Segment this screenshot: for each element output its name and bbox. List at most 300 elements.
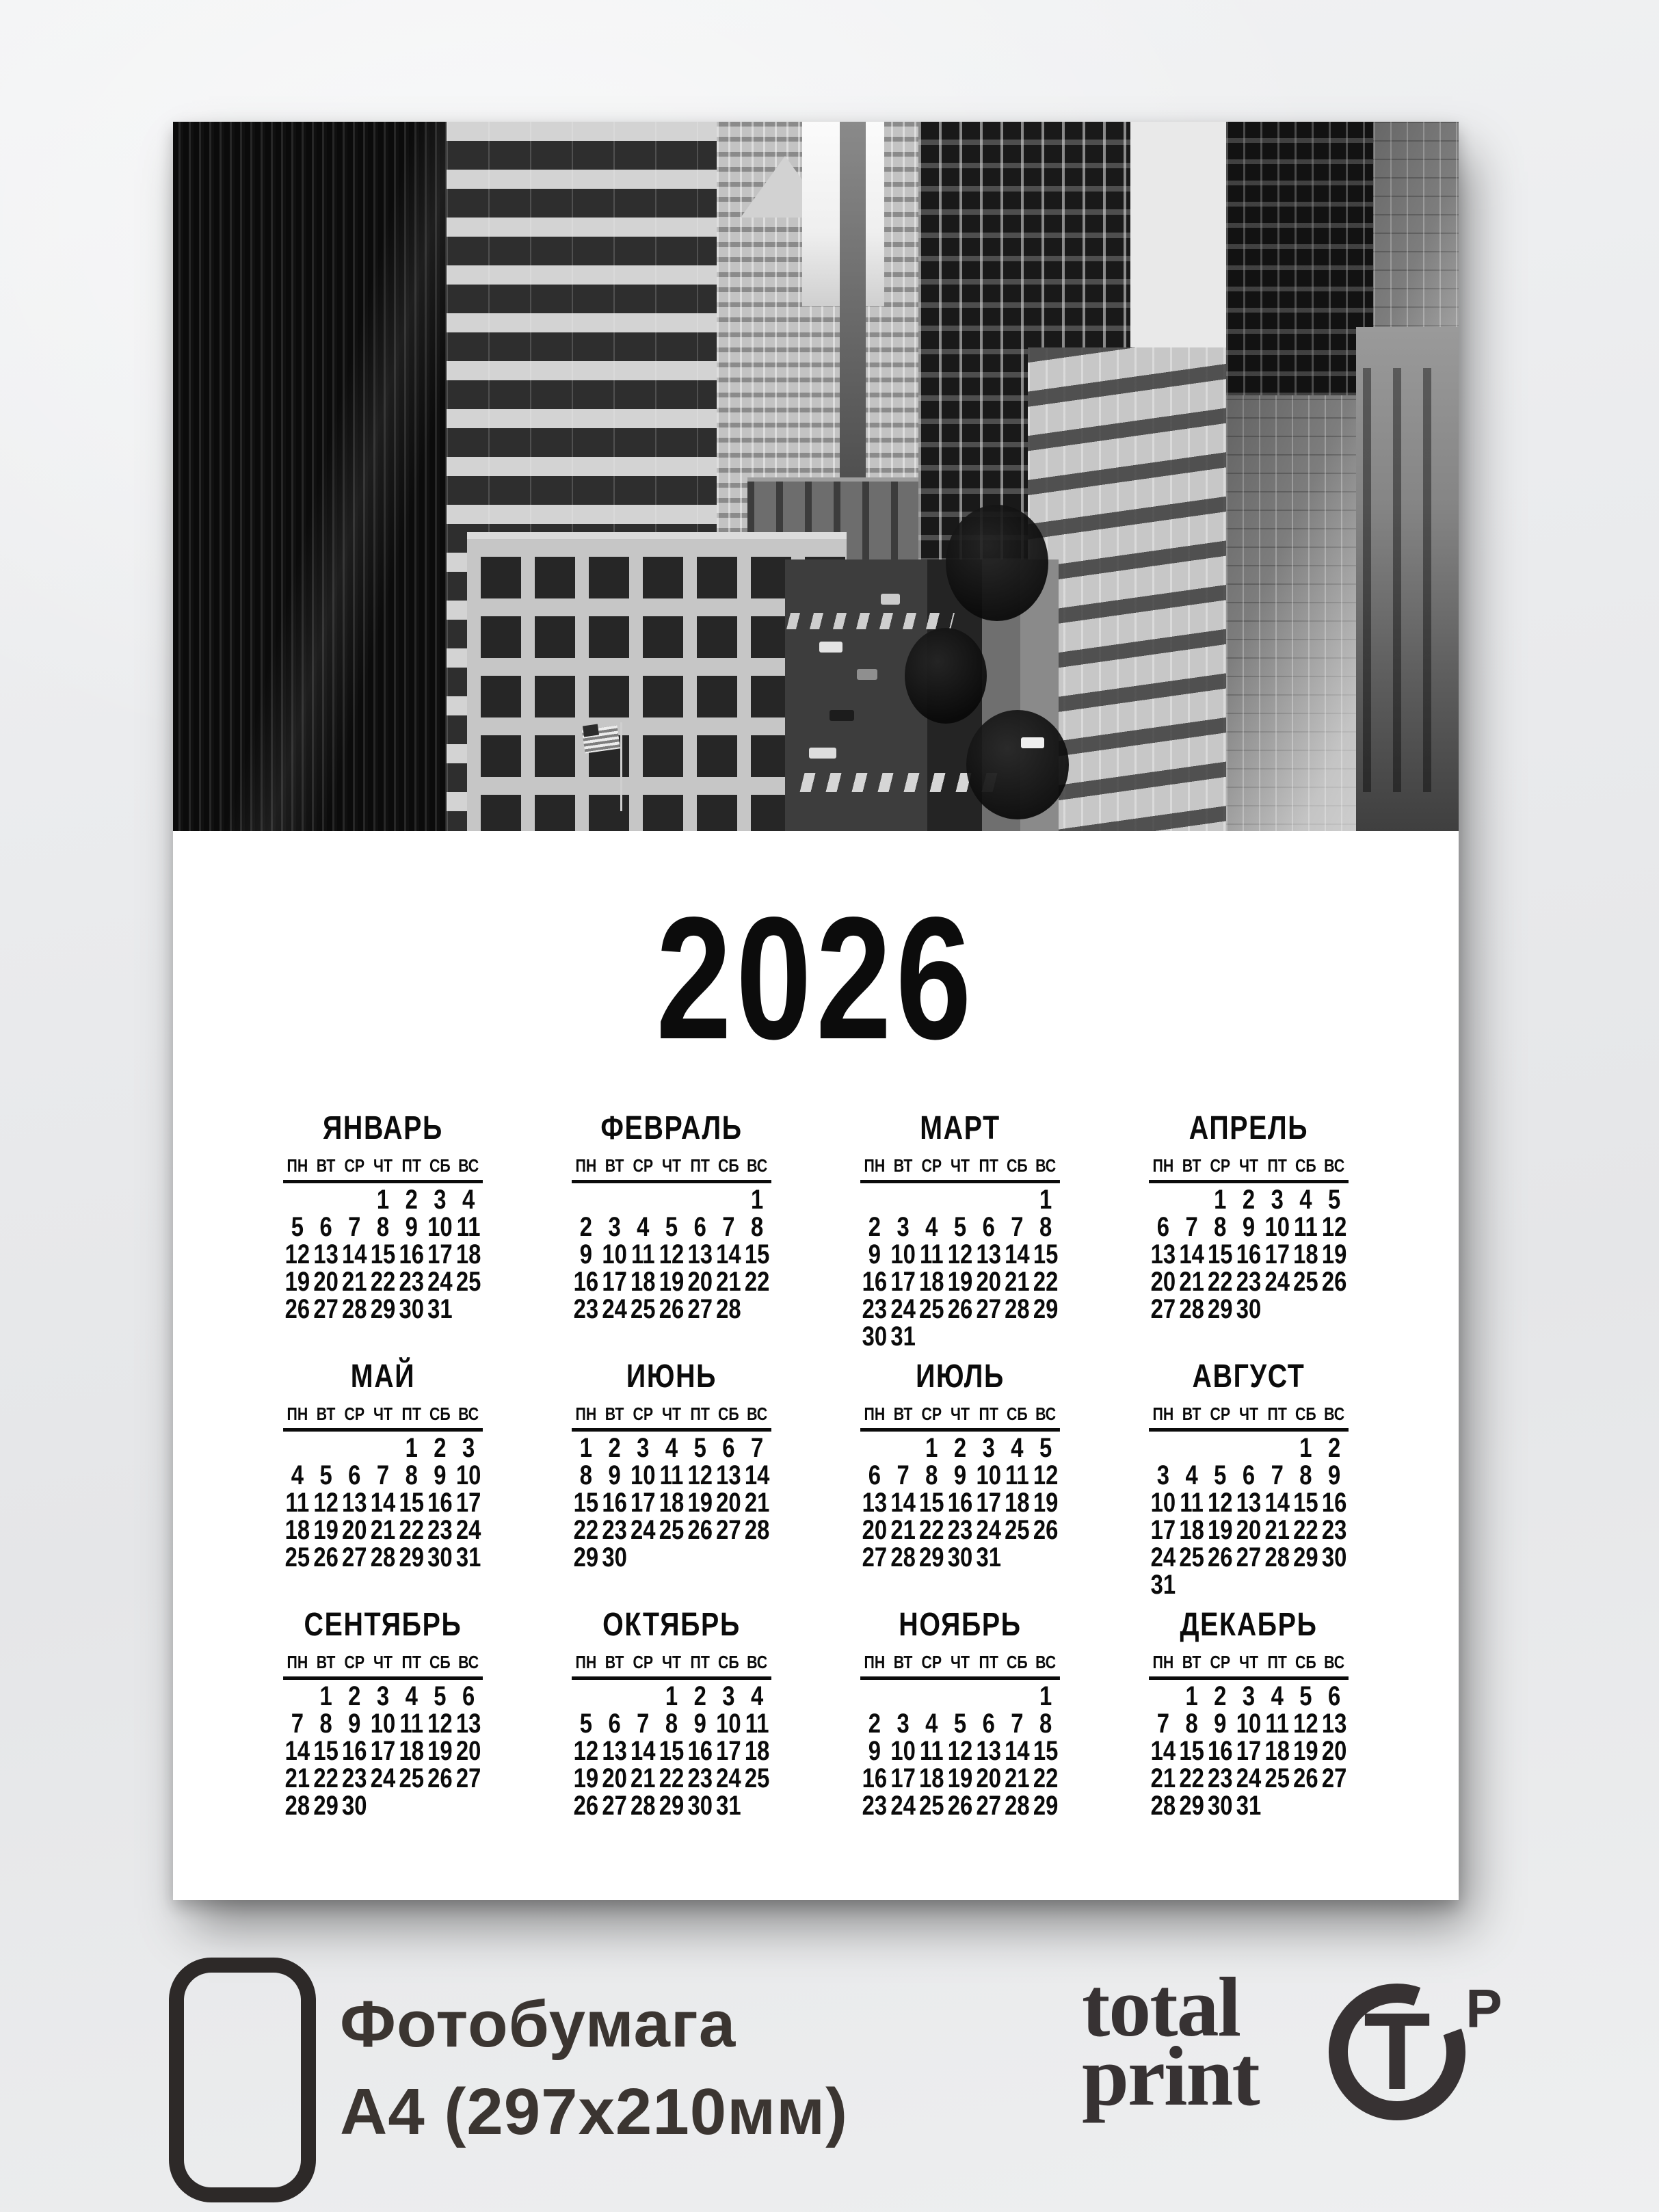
day-cell: 12 (284, 1239, 310, 1269)
month-block-7 (860, 1359, 1060, 1607)
weekday-header (283, 1404, 483, 1432)
week-row (1149, 1571, 1349, 1598)
day-cell: 8 (750, 1211, 764, 1242)
day-cell: 21 (1264, 1514, 1290, 1545)
week-row (1149, 1295, 1349, 1323)
day-cell: 14 (716, 1239, 741, 1269)
flag-canton (583, 724, 599, 737)
empty-day-cell (600, 1186, 629, 1213)
month-title: ИЮЛЬ (916, 1358, 1005, 1395)
day-cell: 23 (1236, 1266, 1262, 1297)
day-cell: 10 (631, 1460, 656, 1490)
day-cell: 10 (455, 1460, 481, 1490)
weekday-label: ВТ (605, 1651, 624, 1672)
empty-day-cell (860, 1683, 889, 1710)
day-cell: 27 (455, 1763, 481, 1793)
empty-day-cell (426, 1792, 455, 1819)
weekday-label: ПТ (979, 1403, 998, 1424)
day-cell: 5 (434, 1681, 447, 1711)
day-cell: 5 (1039, 1432, 1052, 1463)
week-row (860, 1295, 1060, 1323)
day-cell: 9 (434, 1460, 447, 1490)
weekday-label: ВС (458, 1155, 479, 1176)
week-row (1149, 1462, 1349, 1489)
empty-day-cell (283, 1683, 312, 1710)
day-cell: 19 (1293, 1735, 1318, 1766)
empty-day-cell (369, 1792, 397, 1819)
week-row (1149, 1516, 1349, 1544)
day-cell: 29 (919, 1542, 944, 1572)
week-row (572, 1268, 771, 1295)
weekday-label: СР (921, 1651, 942, 1672)
day-cell: 26 (1293, 1763, 1318, 1793)
flag-pole (620, 722, 622, 811)
week-row (1149, 1489, 1349, 1516)
week-row (860, 1434, 1060, 1462)
week-row (572, 1544, 771, 1571)
weekday-label: ВТ (316, 1155, 336, 1176)
day-cell: 21 (890, 1514, 916, 1545)
empty-day-cell (1292, 1792, 1320, 1819)
empty-day-cell (1206, 1434, 1234, 1462)
day-cell: 2 (434, 1432, 447, 1463)
weekday-label: ВТ (1182, 1651, 1202, 1672)
day-cell: 19 (687, 1487, 713, 1518)
empty-day-cell (686, 1544, 715, 1571)
day-cell: 29 (1293, 1542, 1318, 1572)
day-cell: 13 (313, 1239, 339, 1269)
day-cell: 10 (890, 1735, 916, 1766)
weekday-header (1149, 1155, 1349, 1183)
week-row (572, 1434, 771, 1462)
weekday-label: ПН (575, 1155, 597, 1176)
weekday-label: СБ (718, 1155, 739, 1176)
empty-day-cell (657, 1544, 686, 1571)
day-cell: 7 (1011, 1708, 1024, 1739)
day-cell: 27 (1236, 1542, 1262, 1572)
week-row (1149, 1710, 1349, 1737)
month-block-3 (860, 1111, 1060, 1359)
day-cell: 31 (427, 1293, 453, 1324)
day-cell: 29 (1033, 1293, 1059, 1324)
paper-spec-text (340, 1981, 848, 2156)
photo-tree (905, 628, 987, 724)
month-title: ЯНВАРЬ (323, 1110, 443, 1146)
empty-day-cell (1206, 1571, 1234, 1598)
month-block-2 (572, 1111, 771, 1359)
day-cell: 11 (285, 1487, 310, 1518)
day-cell: 31 (890, 1321, 916, 1352)
week-row (572, 1683, 771, 1710)
day-cell: 14 (631, 1735, 656, 1766)
photo-car (819, 642, 842, 653)
day-cell: 19 (947, 1266, 973, 1297)
weekday-label: ПН (864, 1651, 886, 1672)
day-cell: 28 (744, 1514, 770, 1545)
day-cell: 13 (687, 1239, 713, 1269)
day-cell: 22 (1033, 1266, 1059, 1297)
day-cell: 14 (1150, 1735, 1176, 1766)
day-cell: 3 (608, 1211, 621, 1242)
day-cell: 11 (456, 1211, 481, 1242)
day-cell: 29 (573, 1542, 599, 1572)
day-cell: 27 (687, 1293, 713, 1324)
empty-day-cell (1263, 1434, 1292, 1462)
week-row (1149, 1268, 1349, 1295)
day-cell: 2 (693, 1681, 706, 1711)
week-row (283, 1434, 483, 1462)
month-block-6 (572, 1359, 771, 1607)
empty-day-cell (860, 1186, 889, 1213)
day-cell: 31 (1150, 1569, 1176, 1600)
day-cell: 16 (862, 1266, 888, 1297)
empty-day-cell (1003, 1323, 1032, 1350)
day-cell: 12 (687, 1460, 713, 1490)
day-cell: 15 (573, 1487, 599, 1518)
month-block-1 (283, 1111, 483, 1359)
day-cell: 8 (405, 1460, 418, 1490)
weekday-label: ПТ (401, 1651, 421, 1672)
day-cell: 21 (1179, 1266, 1204, 1297)
week-row (1149, 1186, 1349, 1213)
empty-day-cell (889, 1434, 918, 1462)
day-cell: 5 (1299, 1681, 1312, 1711)
month-title: АВГУСТ (1192, 1358, 1305, 1395)
day-cell: 22 (744, 1266, 770, 1297)
month-title: ФЕВРАЛЬ (600, 1110, 743, 1146)
day-cell: 7 (1271, 1460, 1284, 1490)
day-cell: 10 (1264, 1211, 1290, 1242)
empty-day-cell (600, 1683, 629, 1710)
total-print-logo (1082, 1960, 1259, 2123)
day-cell: 17 (1264, 1239, 1290, 1269)
day-cell: 11 (631, 1239, 655, 1269)
day-cell: 20 (976, 1763, 1001, 1793)
day-cell: 10 (890, 1239, 916, 1269)
day-cell: 8 (1039, 1211, 1052, 1242)
day-cell: 19 (1208, 1514, 1233, 1545)
month-block-11 (860, 1607, 1060, 1856)
year-title: 2026 (656, 881, 976, 1076)
day-cell: 15 (1208, 1239, 1233, 1269)
week-row (860, 1710, 1060, 1737)
week-row (283, 1213, 483, 1241)
empty-day-cell (860, 1434, 889, 1462)
day-cell: 11 (1265, 1708, 1290, 1739)
day-cell: 8 (376, 1211, 390, 1242)
day-cell: 16 (399, 1239, 424, 1269)
day-cell: 6 (608, 1708, 621, 1739)
weekday-label: ВТ (316, 1651, 336, 1672)
empty-day-cell (917, 1186, 946, 1213)
week-row (283, 1268, 483, 1295)
week-row (572, 1792, 771, 1819)
day-cell: 31 (976, 1542, 1001, 1572)
day-cell: 28 (342, 1293, 367, 1324)
day-cell: 10 (602, 1239, 627, 1269)
empty-day-cell (572, 1683, 600, 1710)
day-cell: 23 (602, 1514, 627, 1545)
day-cell: 30 (687, 1790, 713, 1821)
day-cell: 16 (947, 1487, 973, 1518)
day-cell: 10 (1236, 1708, 1262, 1739)
week-row (860, 1186, 1060, 1213)
day-cell: 1 (1039, 1184, 1052, 1215)
weekday-label: СБ (1007, 1651, 1028, 1672)
day-cell: 28 (890, 1542, 916, 1572)
day-cell: 26 (1321, 1266, 1347, 1297)
day-cell: 12 (947, 1239, 973, 1269)
week-row (860, 1489, 1060, 1516)
day-cell: 23 (427, 1514, 453, 1545)
day-cell: 28 (1150, 1790, 1176, 1821)
monogram-letter-t: T (1364, 1990, 1431, 2112)
month-block-4 (1149, 1111, 1349, 1359)
day-cell: 8 (319, 1708, 332, 1739)
day-cell: 8 (579, 1460, 593, 1490)
week-row (572, 1710, 771, 1737)
weekday-header (283, 1155, 483, 1183)
week-row (572, 1241, 771, 1268)
day-cell: 31 (1236, 1790, 1262, 1821)
day-cell: 19 (659, 1266, 685, 1297)
day-cell: 18 (1264, 1735, 1290, 1766)
month-title: НОЯБРЬ (899, 1607, 1022, 1643)
day-cell: 4 (462, 1184, 475, 1215)
weekday-label: СБ (1007, 1403, 1028, 1424)
empty-day-cell (1320, 1571, 1349, 1598)
day-cell: 13 (976, 1735, 1001, 1766)
day-cell: 28 (716, 1293, 741, 1324)
day-cell: 21 (342, 1266, 367, 1297)
paper-spec-line1: Фотобумага (340, 1988, 736, 2061)
day-cell: 25 (919, 1293, 944, 1324)
day-cell: 18 (659, 1487, 685, 1518)
empty-day-cell (312, 1434, 341, 1462)
photo-paper-icon (169, 1958, 316, 2202)
day-cell: 6 (1327, 1681, 1341, 1711)
weekday-header (860, 1404, 1060, 1432)
month-block-8 (1149, 1359, 1349, 1607)
weekday-label: ПН (287, 1155, 308, 1176)
day-cell: 30 (602, 1542, 627, 1572)
day-cell: 17 (890, 1763, 916, 1793)
day-cell: 26 (1033, 1514, 1059, 1545)
weekday-label: ВТ (605, 1403, 624, 1424)
empty-day-cell (454, 1295, 483, 1323)
day-cell: 15 (919, 1487, 944, 1518)
day-cell: 3 (434, 1184, 447, 1215)
day-cell: 16 (573, 1266, 599, 1297)
day-cell: 2 (608, 1432, 621, 1463)
day-cell: 23 (687, 1763, 713, 1793)
empty-day-cell (946, 1186, 974, 1213)
day-cell: 1 (1214, 1184, 1227, 1215)
day-cell: 8 (925, 1460, 938, 1490)
day-cell: 13 (602, 1735, 627, 1766)
day-cell: 9 (953, 1460, 967, 1490)
day-cell: 30 (862, 1321, 888, 1352)
day-cell: 11 (1005, 1460, 1029, 1490)
day-cell: 29 (370, 1293, 396, 1324)
month-title: МАРТ (920, 1110, 1000, 1146)
day-cell: 24 (370, 1763, 396, 1793)
day-cell: 26 (947, 1293, 973, 1324)
day-cell: 15 (370, 1239, 396, 1269)
empty-day-cell (1263, 1295, 1292, 1323)
empty-day-cell (1031, 1544, 1060, 1571)
day-cell: 17 (976, 1487, 1001, 1518)
day-cell: 21 (631, 1763, 656, 1793)
empty-day-cell (743, 1544, 771, 1571)
day-cell: 12 (573, 1735, 599, 1766)
empty-day-cell (743, 1295, 771, 1323)
empty-day-cell (340, 1434, 369, 1462)
day-cell: 24 (631, 1514, 656, 1545)
empty-day-cell (1234, 1571, 1263, 1598)
weekday-label: ПН (1152, 1155, 1174, 1176)
day-cell: 2 (868, 1211, 881, 1242)
day-cell: 7 (897, 1460, 910, 1490)
day-cell: 22 (1208, 1266, 1233, 1297)
empty-day-cell (1263, 1792, 1292, 1819)
day-cell: 6 (982, 1211, 995, 1242)
photo-tree (966, 710, 1069, 819)
week-row (1149, 1241, 1349, 1268)
weekday-label: ВС (1324, 1155, 1345, 1176)
day-cell: 17 (890, 1266, 916, 1297)
day-cell: 25 (919, 1790, 944, 1821)
day-cell: 14 (370, 1487, 396, 1518)
empty-day-cell (686, 1186, 715, 1213)
empty-day-cell (889, 1186, 918, 1213)
day-cell: 12 (1293, 1708, 1318, 1739)
weekday-label: СР (344, 1403, 365, 1424)
day-cell: 25 (399, 1763, 424, 1793)
day-cell: 12 (313, 1487, 339, 1518)
day-cell: 18 (455, 1239, 481, 1269)
day-cell: 3 (1242, 1681, 1256, 1711)
day-cell: 2 (1214, 1681, 1227, 1711)
day-cell: 2 (1242, 1184, 1256, 1215)
day-cell: 7 (722, 1211, 735, 1242)
day-cell: 10 (370, 1708, 396, 1739)
day-cell: 23 (399, 1266, 424, 1297)
empty-day-cell (312, 1186, 341, 1213)
empty-day-cell (1178, 1571, 1206, 1598)
day-cell: 22 (1033, 1763, 1059, 1793)
empty-day-cell (917, 1323, 946, 1350)
empty-day-cell (743, 1792, 771, 1819)
day-cell: 23 (947, 1514, 973, 1545)
day-cell: 12 (947, 1735, 973, 1766)
weekday-header (572, 1404, 771, 1432)
empty-day-cell (454, 1792, 483, 1819)
day-cell: 30 (427, 1542, 453, 1572)
day-cell: 1 (319, 1681, 332, 1711)
weekday-header (860, 1155, 1060, 1183)
week-row (283, 1186, 483, 1213)
week-row (572, 1516, 771, 1544)
months-grid (239, 1111, 1393, 1856)
day-cell: 5 (291, 1211, 304, 1242)
day-cell: 16 (602, 1487, 627, 1518)
day-cell: 17 (1236, 1735, 1262, 1766)
day-cell: 18 (919, 1266, 944, 1297)
weekday-label: ПТ (1267, 1651, 1287, 1672)
day-cell: 16 (687, 1735, 713, 1766)
day-cell: 25 (1264, 1763, 1290, 1793)
weekday-label: СБ (718, 1403, 739, 1424)
day-cell: 27 (716, 1514, 741, 1545)
day-cell: 26 (947, 1790, 973, 1821)
weekday-label: ЧТ (661, 1651, 681, 1672)
day-cell: 24 (455, 1514, 481, 1545)
day-cell: 26 (284, 1293, 310, 1324)
week-row (572, 1489, 771, 1516)
day-cell: 3 (462, 1432, 475, 1463)
day-cell: 27 (862, 1542, 888, 1572)
weekday-label: ВТ (893, 1155, 913, 1176)
day-cell: 27 (342, 1542, 367, 1572)
day-cell: 6 (868, 1460, 881, 1490)
empty-day-cell (1178, 1434, 1206, 1462)
day-cell: 17 (370, 1735, 396, 1766)
day-cell: 19 (573, 1763, 599, 1793)
week-row (860, 1241, 1060, 1268)
day-cell: 20 (313, 1266, 339, 1297)
day-cell: 20 (976, 1266, 1001, 1297)
day-cell: 29 (313, 1790, 339, 1821)
empty-day-cell (628, 1683, 657, 1710)
day-cell: 8 (1299, 1460, 1312, 1490)
weekday-header (860, 1652, 1060, 1680)
weekday-label: ЧТ (373, 1651, 393, 1672)
photo-building-farright-stone (1356, 327, 1459, 831)
weekday-label: СБ (1295, 1651, 1316, 1672)
photo-building-left-dark-tower (173, 122, 447, 831)
day-cell: 22 (313, 1763, 339, 1793)
day-cell: 4 (637, 1211, 650, 1242)
day-cell: 6 (462, 1681, 475, 1711)
day-cell: 18 (744, 1735, 770, 1766)
weekday-label: ВТ (1182, 1403, 1202, 1424)
day-cell: 4 (750, 1681, 764, 1711)
day-cell: 1 (1185, 1681, 1198, 1711)
day-cell: 3 (982, 1432, 995, 1463)
weekday-label: ЧТ (950, 1403, 970, 1424)
day-cell: 24 (1264, 1266, 1290, 1297)
day-cell: 27 (976, 1293, 1001, 1324)
day-cell: 30 (399, 1293, 424, 1324)
empty-day-cell (628, 1186, 657, 1213)
day-cell: 1 (925, 1432, 938, 1463)
day-cell: 16 (1236, 1239, 1262, 1269)
weekday-label: ВС (747, 1651, 768, 1672)
week-row (860, 1462, 1060, 1489)
day-cell: 10 (1150, 1487, 1176, 1518)
week-row (283, 1489, 483, 1516)
day-cell: 23 (862, 1293, 888, 1324)
day-cell: 14 (1264, 1487, 1290, 1518)
weekday-header (572, 1652, 771, 1680)
day-cell: 5 (665, 1211, 678, 1242)
empty-day-cell (889, 1683, 918, 1710)
day-cell: 29 (399, 1542, 424, 1572)
weekday-header (1149, 1404, 1349, 1432)
day-cell: 29 (1208, 1293, 1233, 1324)
day-cell: 5 (579, 1708, 593, 1739)
